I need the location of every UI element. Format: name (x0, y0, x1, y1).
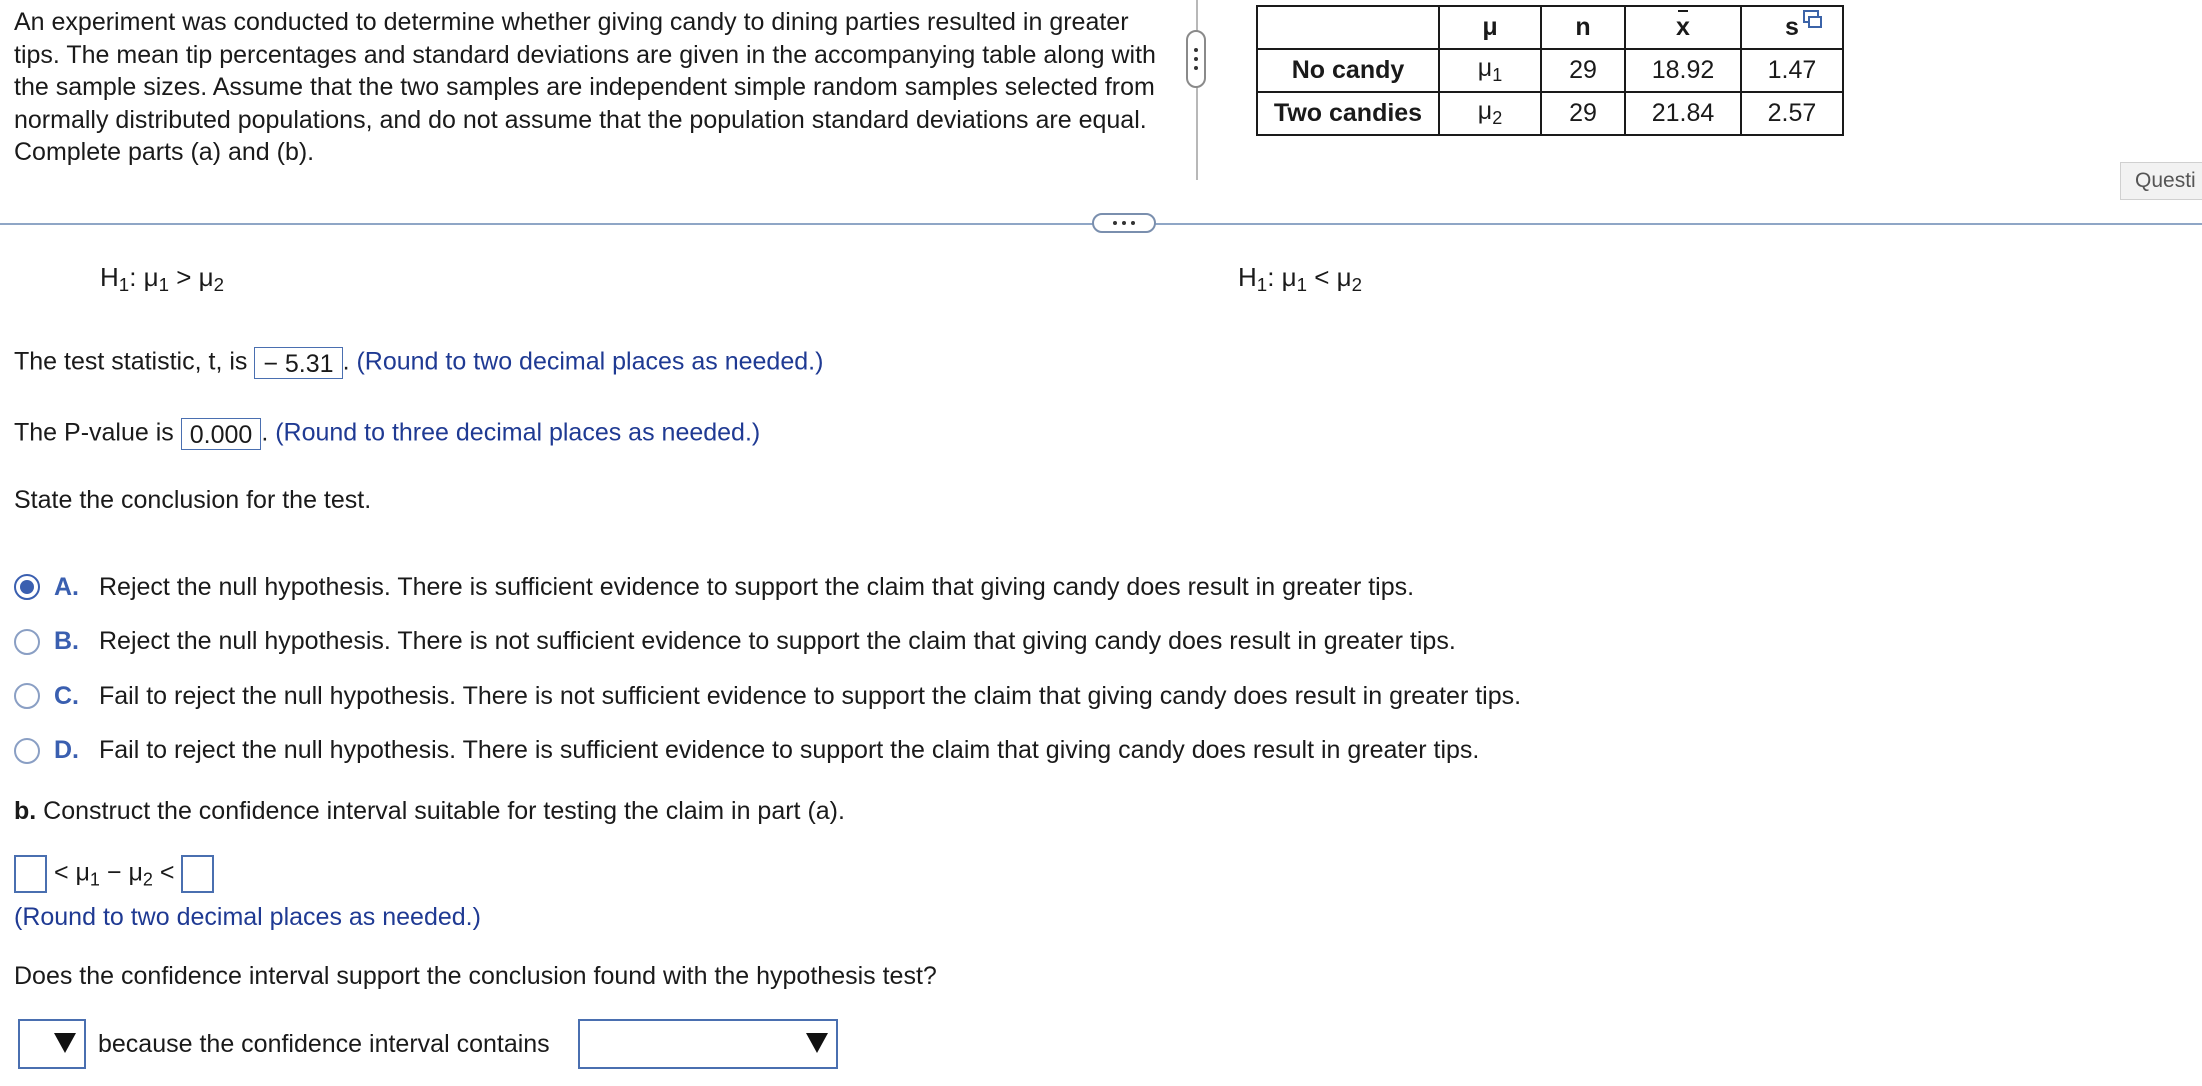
conclusion-prompt: State the conclusion for the test. (14, 486, 372, 514)
radio-d[interactable] (14, 738, 40, 764)
row-label: Two candies (1257, 92, 1439, 135)
mu1-symbol: μ (75, 858, 90, 887)
because-text: because the confidence interval contains (98, 1030, 550, 1058)
minus: − (99, 858, 129, 887)
less-than: < (53, 858, 69, 887)
hypothesis-left (100, 262, 224, 296)
part-b-label: b. (14, 797, 37, 825)
support-question: Does the confidence interval support the conclusion found with the hypothesis test? (14, 962, 937, 990)
option-letter: C. (54, 681, 79, 710)
row-label: No candy (1257, 49, 1439, 92)
row-n: 29 (1541, 49, 1625, 92)
question-side-tab[interactable]: Questi (2120, 162, 2202, 200)
h-subscript: 1 (1256, 274, 1268, 296)
mu2-subscript: 2 (142, 869, 153, 890)
row-n: 29 (1541, 92, 1625, 135)
option-a[interactable] (14, 560, 1521, 615)
mu-symbol: μ (1477, 97, 1493, 126)
confidence-interval-row (14, 855, 214, 893)
horizontal-splitter-handle[interactable] (1092, 213, 1156, 233)
data-table (1256, 5, 1844, 136)
dropdown-arrow-icon (54, 1033, 76, 1053)
mu2-symbol: μ (1336, 262, 1352, 292)
option-letter: D. (54, 736, 79, 765)
dropdown-arrow-icon (806, 1033, 828, 1053)
part-b-text: Construct the confidence interval suitable for testing the claim in part (a). (36, 797, 845, 825)
copy-table-icon[interactable] (1803, 10, 1823, 28)
mu2-symbol: μ (198, 262, 214, 292)
row-mu (1439, 49, 1541, 92)
radio-c[interactable] (14, 683, 40, 709)
test-statistic-answer[interactable]: − 5.31 (254, 347, 342, 379)
table-header-row (1257, 6, 1843, 49)
operator: < (1307, 262, 1337, 292)
vertical-splitter-handle[interactable] (1186, 30, 1206, 88)
mu-subscript: 2 (1492, 108, 1503, 129)
mu1-subscript: 1 (1296, 274, 1308, 296)
less-than: < (159, 858, 175, 887)
round-hint: (Round to two decimal places as needed.) (356, 347, 824, 376)
h-symbol: H (1238, 262, 1257, 292)
row-xbar: 18.92 (1625, 49, 1741, 92)
row-s: 2.57 (1741, 92, 1843, 135)
option-d[interactable] (14, 724, 1521, 779)
option-text: Fail to reject the null hypothesis. There is not sufficient evidence to support the claim that giving candy does result in greater tips. (99, 681, 1522, 710)
h-subscript: 1 (118, 274, 130, 296)
mu2-subscript: 2 (213, 274, 225, 296)
option-text: Reject the null hypothesis. There is sufficient evidence to support the claim that giving candy does result in greater tips. (99, 572, 1415, 601)
option-text: Reject the null hypothesis. There is not sufficient evidence to support the claim that giving candy does result in greater tips. (99, 627, 1456, 656)
operator: > (169, 262, 199, 292)
period: . (261, 418, 269, 447)
table-header-n: n (1541, 6, 1625, 49)
colon: : (1267, 262, 1282, 292)
mu1-symbol: μ (143, 262, 159, 292)
option-text: Fail to reject the null hypothesis. There is sufficient evidence to support the claim that giving candy does result in greater tips. (99, 736, 1480, 765)
table-header-mu: μ (1439, 6, 1541, 49)
ci-lower-input[interactable] (14, 855, 47, 893)
mu1-subscript: 1 (89, 869, 100, 890)
radio-a[interactable] (14, 574, 40, 600)
p-value-label: The P-value is (14, 418, 174, 447)
table-header-s: s (1741, 6, 1843, 49)
ci-upper-input[interactable] (181, 855, 214, 893)
mu2-symbol: μ (128, 858, 143, 887)
row-xbar: 21.84 (1625, 92, 1741, 135)
part-b-prompt (14, 797, 845, 826)
option-letter: A. (54, 572, 79, 601)
p-value-answer[interactable]: 0.000 (181, 418, 262, 450)
mu1-subscript: 1 (158, 274, 170, 296)
period: . (342, 347, 350, 376)
question-intro: An experiment was conducted to determine whether giving candy to dining parties resulted in greater tips. The mean tip percentages and standard deviations are given in the accompanying table along with the sample sizes. Assume that the two samples are independent simple random samples selected from normally distributed populations, and do not assume that the population standard deviations are equal. Complete parts (a) and (b). (14, 8, 1156, 166)
vertical-divider (1196, 0, 1198, 180)
table-header-empty (1257, 6, 1439, 49)
p-value-line (14, 418, 760, 450)
mu-subscript: 1 (1492, 65, 1503, 86)
mu-symbol: μ (1477, 54, 1493, 83)
hypothesis-right (1238, 262, 1362, 296)
test-statistic-label: The test statistic, t, is (14, 347, 248, 376)
option-b[interactable] (14, 615, 1521, 670)
xbar-symbol: x (1676, 13, 1690, 41)
mu2-subscript: 2 (1351, 274, 1363, 296)
radio-b[interactable] (14, 629, 40, 655)
row-s: 1.47 (1741, 49, 1843, 92)
table-row (1257, 92, 1843, 135)
contains-dropdown[interactable] (578, 1019, 838, 1069)
colon: : (129, 262, 144, 292)
h-symbol: H (100, 262, 119, 292)
table-row (1257, 49, 1843, 92)
test-statistic-line (14, 347, 823, 379)
option-letter: B. (54, 627, 79, 656)
ci-round-hint: (Round to two decimal places as needed.) (14, 903, 481, 931)
table-header-xbar (1625, 6, 1741, 49)
support-dropdown[interactable] (18, 1019, 86, 1069)
mu1-symbol: μ (1281, 262, 1297, 292)
option-c[interactable] (14, 669, 1521, 724)
round-hint: (Round to three decimal places as needed.) (275, 418, 761, 447)
row-mu (1439, 92, 1541, 135)
conclusion-options (14, 560, 1521, 778)
